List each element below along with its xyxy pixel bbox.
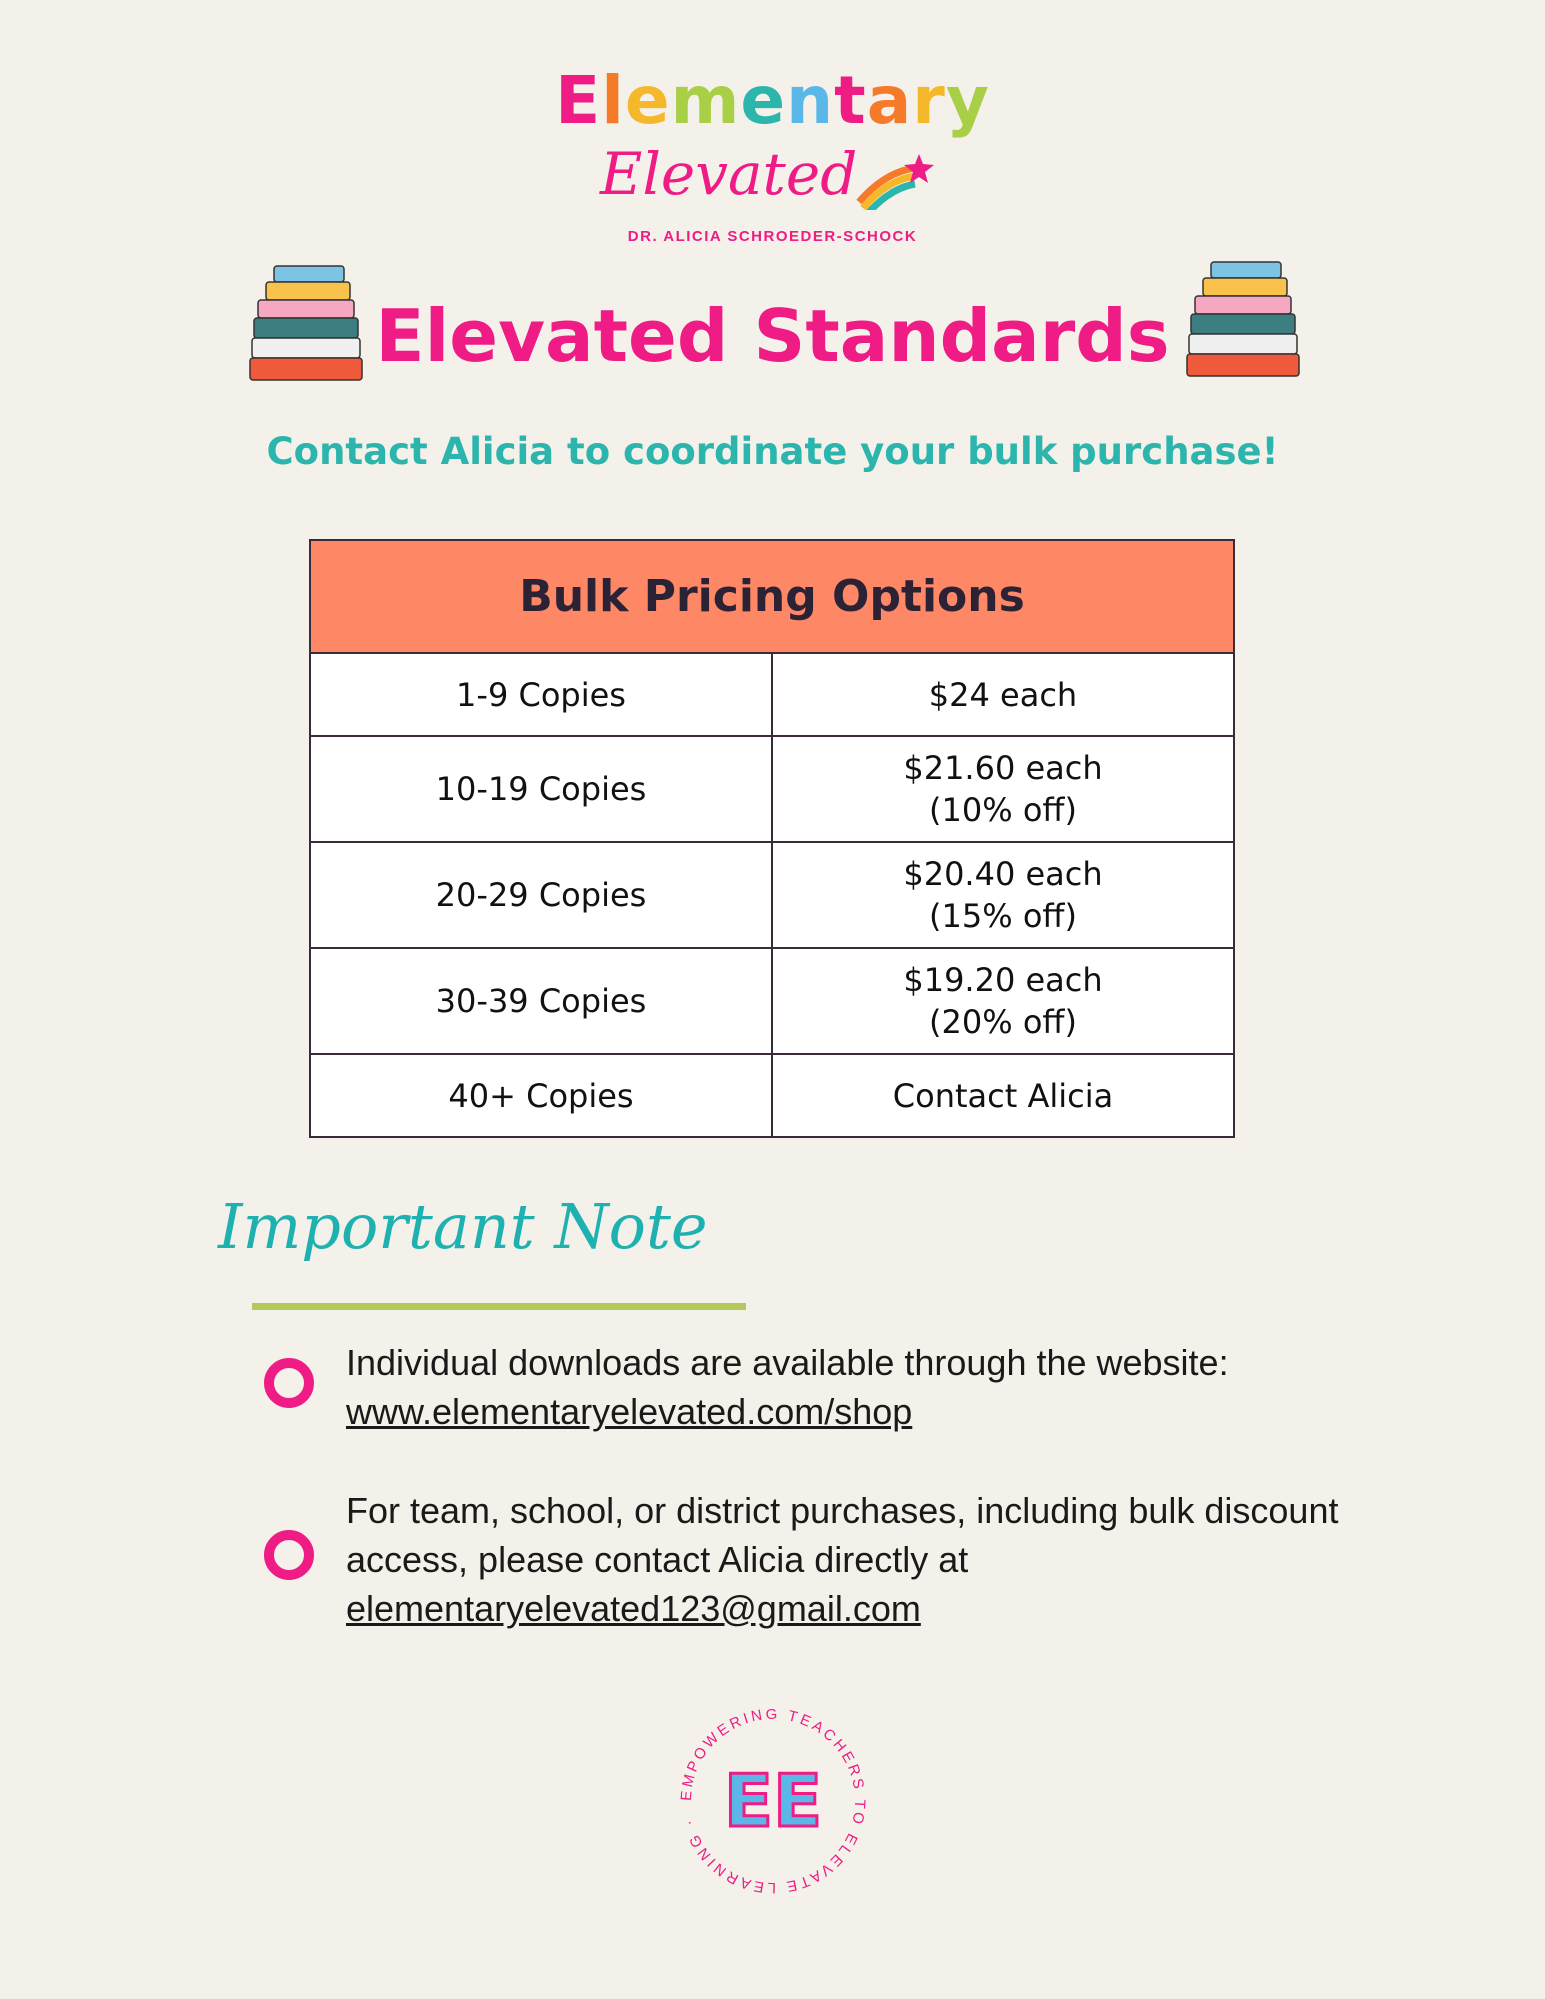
price-cell xyxy=(772,842,1234,948)
note-item-text: Individual downloads are available through the website: xyxy=(346,1342,1229,1383)
logo-wordmark-elevated: Elevated xyxy=(600,140,858,208)
table-row xyxy=(310,736,1234,842)
note-item-text: For team, school, or district purchases, including bulk discount access, please contact Alicia directly at xyxy=(346,1490,1339,1580)
price-cell xyxy=(772,653,1234,736)
logo-letter: e xyxy=(740,62,787,139)
copies-cell: 20-29 Copies xyxy=(310,842,772,948)
logo-letter: E xyxy=(555,62,602,139)
logo-letter: e xyxy=(624,62,671,139)
divider xyxy=(252,1303,746,1310)
table-row xyxy=(310,653,1234,736)
price-line: $20.40 each xyxy=(903,855,1103,893)
table-row xyxy=(310,842,1234,948)
discount-line: (20% off) xyxy=(929,1003,1077,1041)
logo-letter: a xyxy=(866,62,913,139)
table-row xyxy=(310,948,1234,1054)
price-cell xyxy=(772,1054,1234,1137)
logo-letter: m xyxy=(670,62,741,139)
logo-letter: r xyxy=(912,62,946,139)
page-subtitle: Contact Alicia to coordinate your bulk purchase! xyxy=(266,430,1279,473)
note-item xyxy=(346,1338,1406,1436)
bulk-pricing-table xyxy=(309,539,1235,1138)
logo-subtitle: DR. ALICIA SCHROEDER-SCHOCK xyxy=(627,228,918,245)
logo-wordmark-elementary xyxy=(0,62,1545,139)
note-item xyxy=(346,1486,1406,1633)
price-line: $21.60 each xyxy=(903,749,1103,787)
table-header: Bulk Pricing Options xyxy=(310,540,1234,653)
price-line: Contact Alicia xyxy=(892,1076,1114,1115)
price-cell xyxy=(772,948,1234,1054)
badge-monogram: EE xyxy=(723,1759,823,1843)
shop-link[interactable]: www.elementaryelevated.com/shop xyxy=(346,1391,913,1432)
note-heading: Important Note xyxy=(218,1190,708,1263)
email-link[interactable]: elementaryelevated123@gmail.com xyxy=(346,1588,921,1629)
copies-cell: 10-19 Copies xyxy=(310,736,772,842)
logo-letter: t xyxy=(834,62,867,139)
logo-letter: n xyxy=(786,62,835,139)
price-line: $19.20 each xyxy=(903,961,1103,999)
discount-line: (15% off) xyxy=(929,897,1077,935)
ring-bullet-icon xyxy=(264,1530,314,1580)
discount-line: (10% off) xyxy=(929,791,1077,829)
empowering-teachers-badge xyxy=(668,1696,878,1906)
table-row xyxy=(310,1054,1234,1137)
shooting-star-rainbow-icon xyxy=(855,150,935,210)
copies-cell: 40+ Copies xyxy=(310,1054,772,1137)
price-cell xyxy=(772,736,1234,842)
logo-letter: l xyxy=(601,62,625,139)
price-line: $24 each xyxy=(928,675,1078,714)
ring-bullet-icon xyxy=(264,1358,314,1408)
page-title: Elevated Standards xyxy=(375,294,1170,378)
copies-cell: 1-9 Copies xyxy=(310,653,772,736)
logo-letter: y xyxy=(945,62,990,139)
badge-ring-text: EMPOWERING TEACHERS TO ELEVATE LEARNING · xyxy=(677,1705,869,1897)
copies-cell: 30-39 Copies xyxy=(310,948,772,1054)
